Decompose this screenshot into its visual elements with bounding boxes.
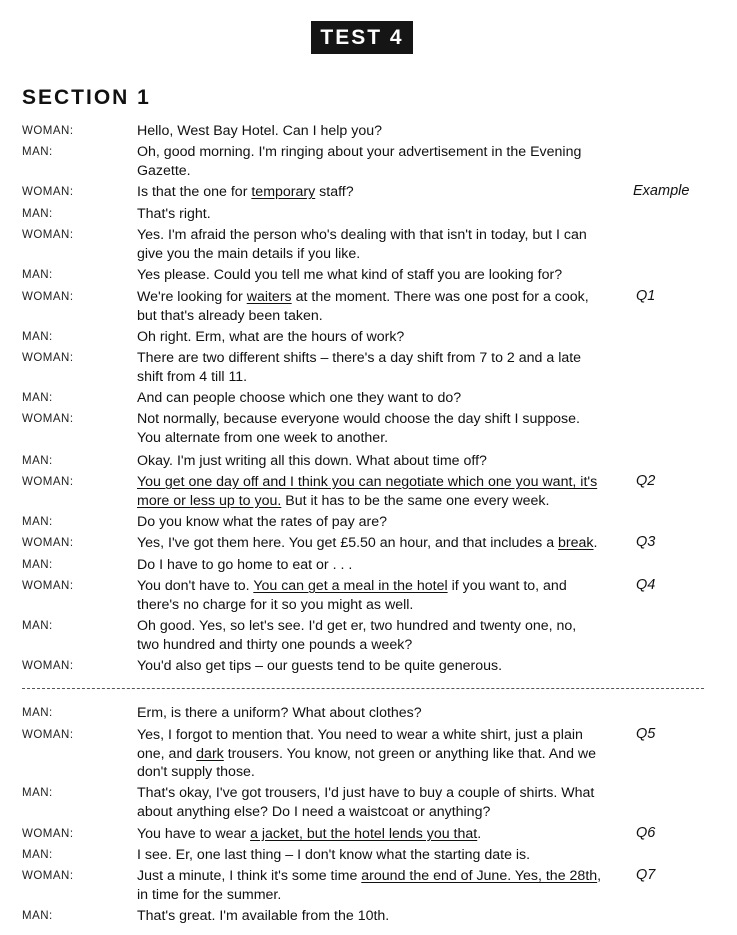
- dialogue-line: That's great. I'm available from the 10th.: [137, 908, 390, 924]
- dialogue-line: Yes please. Could you tell me what kind of staff you are looking for?: [137, 267, 563, 283]
- dialogue-line: two hundred and thirty one pounds a week?: [137, 636, 413, 653]
- dialogue-line: Yes, I've got them here. You get £5.50 an hour, and that includes a break.: [137, 535, 598, 551]
- dialogue-text: [137, 266, 627, 285]
- speaker-label: WOMAN:: [22, 125, 74, 137]
- speaker-label: MAN:: [22, 787, 53, 799]
- dialogue-line: Erm, is there a uniform? What about clothes?: [137, 705, 422, 721]
- speaker-label: MAN:: [22, 331, 53, 343]
- dialogue-text: [137, 143, 627, 180]
- speaker-label: MAN:: [22, 910, 53, 922]
- dialogue-line: but that's already been taken.: [137, 307, 323, 324]
- dialogue-text: [137, 452, 627, 471]
- speaker-label: MAN:: [22, 455, 53, 467]
- dialogue-line: Yes. I'm afraid the person who's dealing with that isn't in today, but I can: [137, 227, 587, 243]
- speaker-label: MAN:: [22, 516, 53, 528]
- dialogue-text: [137, 473, 627, 510]
- dialogue-line: That's right.: [137, 206, 211, 222]
- dialogue-line: You don't have to. You can get a meal in the hotel if you want to, and: [137, 578, 567, 594]
- question-label: Q1: [636, 288, 656, 304]
- dialogue-line: Oh right. Erm, what are the hours of work?: [137, 329, 405, 345]
- underlined-answer: temporary: [251, 184, 316, 200]
- speaker-label: WOMAN:: [22, 291, 74, 303]
- dialogue-line: You'd also get tips – our guests tend to be quite generous.: [137, 658, 503, 674]
- speaker-label: MAN:: [22, 208, 53, 220]
- dialogue-text: [137, 617, 627, 654]
- underlined-answer: more or less up to you.: [137, 492, 282, 509]
- question-label: Q7: [636, 867, 656, 883]
- dialogue-text: [137, 846, 627, 865]
- dialogue-text: [137, 389, 627, 408]
- dialogue-line: there's no charge for it so you might as well.: [137, 596, 414, 613]
- dialogue-text: [137, 867, 627, 904]
- speaker-label: MAN:: [22, 849, 53, 861]
- dialogue-line: one, and dark trousers. You know, not green or anything like that. And we: [137, 745, 597, 762]
- speaker-label: WOMAN:: [22, 476, 74, 488]
- dialogue-line: Hello, West Bay Hotel. Can I help you?: [137, 123, 382, 139]
- dialogue-line: Not normally, because everyone would choose the day shift I suppose.: [137, 411, 580, 427]
- dialogue-line: Gazette.: [137, 162, 191, 179]
- underlined-answer: a jacket, but the hotel lends you that: [250, 826, 478, 842]
- dialogue-text: [137, 183, 627, 202]
- dialogue-text: [137, 349, 627, 386]
- speaker-label: WOMAN:: [22, 413, 74, 425]
- dialogue-line: Okay. I'm just writing all this down. What about time off?: [137, 453, 487, 469]
- speaker-label: MAN:: [22, 559, 53, 571]
- dialogue-line: Oh, good morning. I'm ringing about your advertisement in the Evening: [137, 144, 582, 160]
- underlined-answer: waiters: [246, 289, 292, 305]
- underlined-answer: dark: [196, 745, 224, 762]
- dialogue-line: in time for the summer.: [137, 886, 282, 903]
- dialogue-line: don't supply those.: [137, 764, 255, 780]
- dialogue-text: [137, 513, 627, 532]
- dialogue-line: shift from 4 till 11.: [137, 368, 248, 385]
- dialogue-text: [137, 907, 627, 926]
- dialogue-line: Do you know what the rates of pay are?: [137, 514, 387, 530]
- test-badge: TEST 4: [311, 21, 413, 54]
- dialogue-line: There are two different shifts – there's a day shift from 7 to 2 and a late: [137, 350, 582, 366]
- dialogue-line: [137, 473, 627, 492]
- dialogue-line: You alternate from one week to another.: [137, 429, 389, 446]
- section-divider: [22, 688, 704, 689]
- question-label: Q2: [636, 473, 656, 489]
- speaker-label: MAN:: [22, 707, 53, 719]
- speaker-label: WOMAN:: [22, 580, 74, 592]
- speaker-label: MAN:: [22, 392, 53, 404]
- dialogue-text: [137, 784, 627, 821]
- dialogue-line: We're looking for waiters at the moment. There was one post for a cook,: [137, 289, 589, 305]
- speaker-label: MAN:: [22, 620, 53, 632]
- speaker-label: MAN:: [22, 269, 53, 281]
- speaker-label: WOMAN:: [22, 537, 74, 549]
- speaker-label: WOMAN:: [22, 352, 74, 364]
- question-label: Q6: [636, 825, 656, 841]
- section-heading: SECTION 1: [22, 86, 151, 109]
- question-label: Example: [633, 183, 690, 199]
- question-label: Q4: [636, 577, 656, 593]
- underlined-answer: break: [558, 535, 594, 551]
- underlined-answer: around the end of June. Yes, the 28th: [361, 868, 598, 884]
- dialogue-text: [137, 556, 627, 575]
- dialogue-line: Just a minute, I think it's some time around the end of June. Yes, the 28th,: [137, 868, 602, 884]
- underlined-answer: You can get a meal in the hotel: [253, 578, 448, 594]
- question-label: Q3: [636, 534, 656, 550]
- speaker-label: WOMAN:: [22, 186, 74, 198]
- dialogue-line: Do I have to go home to eat or . . .: [137, 557, 353, 573]
- dialogue-line: Oh good. Yes, so let's see. I'd get er, two hundred and twenty one, no,: [137, 618, 577, 634]
- speaker-label: MAN:: [22, 146, 53, 158]
- dialogue-text: [137, 410, 627, 447]
- dialogue-text: [137, 534, 627, 553]
- question-label: Q5: [636, 726, 656, 742]
- dialogue-text: [137, 205, 627, 224]
- dialogue-text: [137, 122, 627, 141]
- underlined-answer: You get one day off and I think you can negotiate which one you want, it's: [137, 474, 598, 490]
- dialogue-line: Is that the one for temporary staff?: [137, 184, 354, 200]
- speaker-label: WOMAN:: [22, 229, 74, 241]
- dialogue-text: [137, 657, 627, 676]
- speaker-label: WOMAN:: [22, 870, 74, 882]
- speaker-label: WOMAN:: [22, 660, 74, 672]
- dialogue-line: Yes, I forgot to mention that. You need to wear a white shirt, just a plain: [137, 727, 583, 743]
- dialogue-text: [137, 704, 627, 723]
- dialogue-text: [137, 288, 627, 325]
- dialogue-line: more or less up to you. But it has to be the same one every week.: [137, 492, 550, 509]
- dialogue-text: [137, 577, 627, 614]
- speaker-label: WOMAN:: [22, 729, 74, 741]
- dialogue-text: [137, 726, 627, 782]
- dialogue-text: [137, 226, 627, 263]
- dialogue-line: You have to wear a jacket, but the hotel lends you that.: [137, 826, 482, 842]
- dialogue-line: about anything else? Do I need a waistcoat or anything?: [137, 803, 491, 820]
- dialogue-line: I see. Er, one last thing – I don't know what the starting date is.: [137, 847, 531, 863]
- dialogue-line: And can people choose which one they want to do?: [137, 390, 462, 406]
- dialogue-text: [137, 825, 627, 844]
- dialogue-text: [137, 328, 627, 347]
- dialogue-line: give you the main details if you like.: [137, 245, 361, 262]
- dialogue-line: That's okay, I've got trousers, I'd just have to buy a couple of shirts. What: [137, 785, 595, 801]
- speaker-label: WOMAN:: [22, 828, 74, 840]
